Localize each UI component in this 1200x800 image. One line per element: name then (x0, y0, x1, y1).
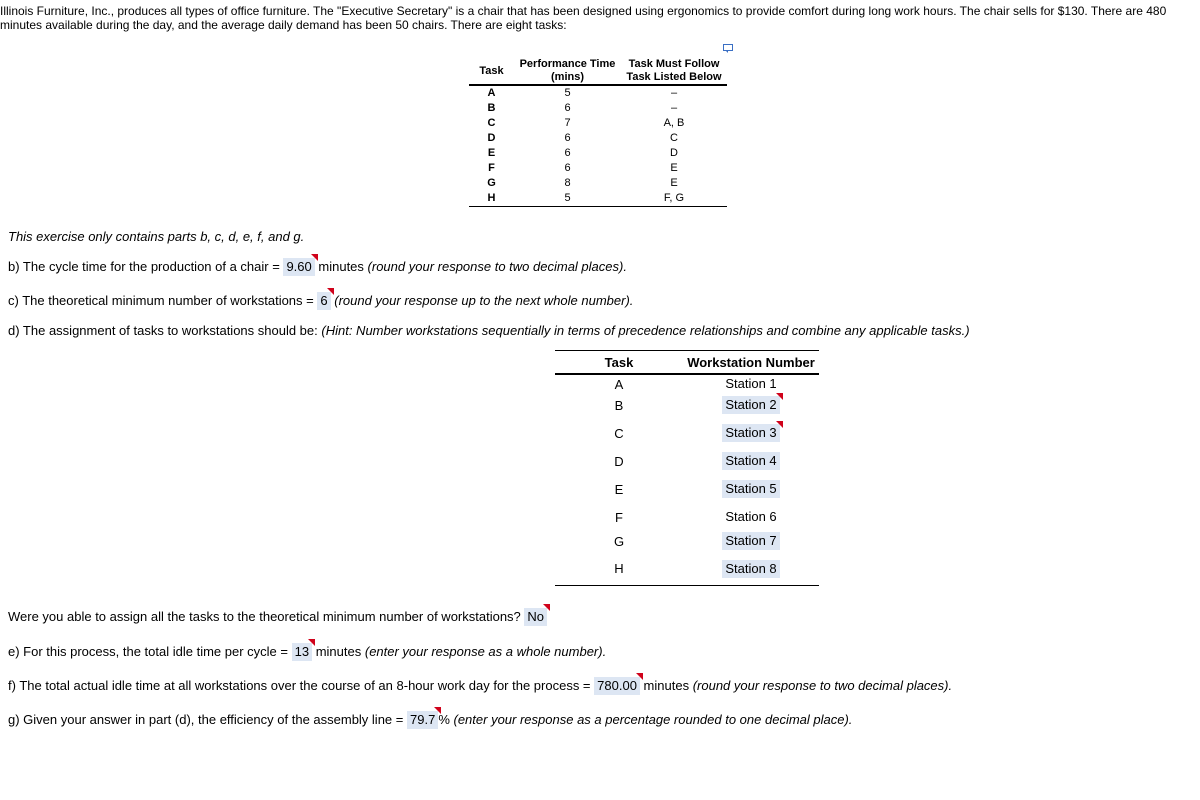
task-cell: E (487, 147, 496, 159)
total-idle-time-answer[interactable]: 780.00 (594, 677, 640, 695)
precedence-cell: A, B (663, 117, 685, 129)
ws-station-cell (683, 529, 819, 553)
time-cell: 8 (564, 177, 571, 189)
workstation-row (555, 449, 819, 473)
document-icon[interactable] (723, 44, 735, 54)
task-row (469, 116, 727, 131)
task-cell: C (487, 117, 496, 129)
time-cell: 7 (564, 117, 571, 129)
task-cell: G (487, 177, 496, 189)
station-answer: Station 6 (725, 509, 777, 524)
exercise-note: This exercise only contains parts b, c, d, e, f, and g. (8, 229, 305, 244)
ws-task-cell: G (613, 533, 625, 549)
answer-flag-icon (776, 421, 783, 428)
time-cell: 6 (564, 102, 571, 114)
part-b: b) The cycle time for the production of a chair = 9.60 minutes (round your response to two decimal places). (8, 258, 627, 276)
answer-flag-icon (434, 707, 441, 714)
workstation-table (555, 350, 819, 586)
task-row (469, 161, 727, 176)
cycle-time-answer[interactable]: 9.60 (283, 258, 314, 276)
part-e: e) For this process, the total idle time per cycle = 13 minutes (enter your response as a whole number). (8, 643, 606, 661)
task-row (469, 85, 727, 101)
answer-flag-icon (311, 254, 318, 261)
answer-flag-icon (327, 288, 334, 295)
task-row (469, 131, 727, 146)
task-cell: B (487, 102, 496, 114)
header-precedence: Task Must Follow Task Listed Below (626, 58, 722, 83)
time-cell: 5 (564, 192, 571, 204)
workstation-row (555, 417, 819, 449)
station-answer[interactable]: Station 4 (722, 452, 779, 470)
header-task: Task (479, 64, 504, 77)
problem-intro: Illinois Furniture, Inc., produces all types of office furniture. The "Executive Secretary" is a chair that has been designed using ergonomics to provide comfort during long work hours. The chair sells for $130. There are 480 minutes available during the day, and the average daily demand has been 50 chairs. There are eight tasks: (0, 4, 1167, 32)
workstation-row (555, 553, 819, 585)
task-table (469, 58, 727, 207)
task-cell: H (487, 192, 496, 204)
ws-task-cell: C (614, 425, 624, 441)
time-cell: 5 (564, 87, 571, 99)
workstation-row (555, 529, 819, 553)
workstation-row (555, 393, 819, 417)
ws-station-cell (683, 417, 819, 449)
time-cell: 6 (564, 132, 571, 144)
min-workstations-answer[interactable]: 6 (317, 292, 330, 310)
workstation-row (555, 473, 819, 505)
precedence-cell: – (670, 102, 678, 114)
time-cell: 6 (564, 147, 571, 159)
precedence-cell: E (670, 162, 678, 174)
ws-task-cell: F (615, 509, 623, 525)
ws-station-cell (683, 374, 819, 393)
part-d: d) The assignment of tasks to workstations should be: (Hint: Number workstations sequentially in terms of precedence relationships and combine any applicable tasks.) (8, 323, 970, 338)
task-cell: D (487, 132, 496, 144)
ws-task-cell: D (614, 453, 624, 469)
task-row (469, 101, 727, 116)
station-answer[interactable]: Station 2 (722, 396, 779, 414)
station-answer[interactable]: Station 8 (722, 560, 779, 578)
station-answer: Station 1 (725, 376, 777, 391)
precedence-cell: D (670, 147, 678, 159)
header-ws-number: Workstation Number (683, 351, 819, 375)
header-ws-task: Task (555, 351, 683, 375)
ws-task-cell: H (555, 553, 683, 585)
ws-station-cell (683, 473, 819, 505)
precedence-cell: F, G (663, 192, 685, 204)
answer-flag-icon (543, 604, 550, 611)
header-performance-time: Performance Time (mins) (519, 58, 616, 83)
efficiency-answer[interactable]: 79.7 (407, 711, 438, 729)
part-g: g) Given your answer in part (d), the efficiency of the assembly line = 79.7 % (enter your response as a percentage rounded to one decimal place). (8, 711, 852, 729)
precedence-cell: E (670, 177, 678, 189)
time-cell: 6 (564, 162, 571, 174)
min-workstations-yes-no-answer[interactable]: No (524, 608, 547, 626)
task-cell: F (488, 162, 495, 174)
ws-task-cell: A (614, 376, 624, 392)
precedence-cell: C (670, 132, 678, 144)
answer-flag-icon (308, 639, 315, 646)
station-answer[interactable]: Station 3 (722, 424, 779, 442)
ws-station-cell (683, 393, 819, 417)
task-cell: A (487, 87, 496, 99)
ws-station-cell (683, 553, 819, 585)
station-answer[interactable]: Station 7 (722, 532, 779, 550)
question-min-workstations: Were you able to assign all the tasks to the theoretical minimum number of workstations? No (8, 608, 547, 626)
workstation-row (555, 374, 819, 393)
answer-flag-icon (636, 673, 643, 680)
ws-station-cell (683, 449, 819, 473)
station-answer[interactable]: Station 5 (722, 480, 779, 498)
part-f: f) The total actual idle time at all workstations over the course of an 8-hour work day for the process = 780.00 minutes (round your response to two decimal places). (8, 677, 952, 695)
task-row (469, 146, 727, 161)
ws-task-cell: B (614, 397, 624, 413)
part-c: c) The theoretical minimum number of workstations = 6 (round your response up to the next whole number). (8, 292, 633, 310)
precedence-cell: – (670, 87, 678, 99)
ws-station-cell (683, 505, 819, 529)
workstation-row (555, 505, 819, 529)
ws-task-cell: E (614, 481, 624, 497)
idle-time-per-cycle-answer[interactable]: 13 (292, 643, 312, 661)
task-row (469, 176, 727, 191)
answer-flag-icon (776, 393, 783, 400)
task-row (469, 191, 727, 207)
